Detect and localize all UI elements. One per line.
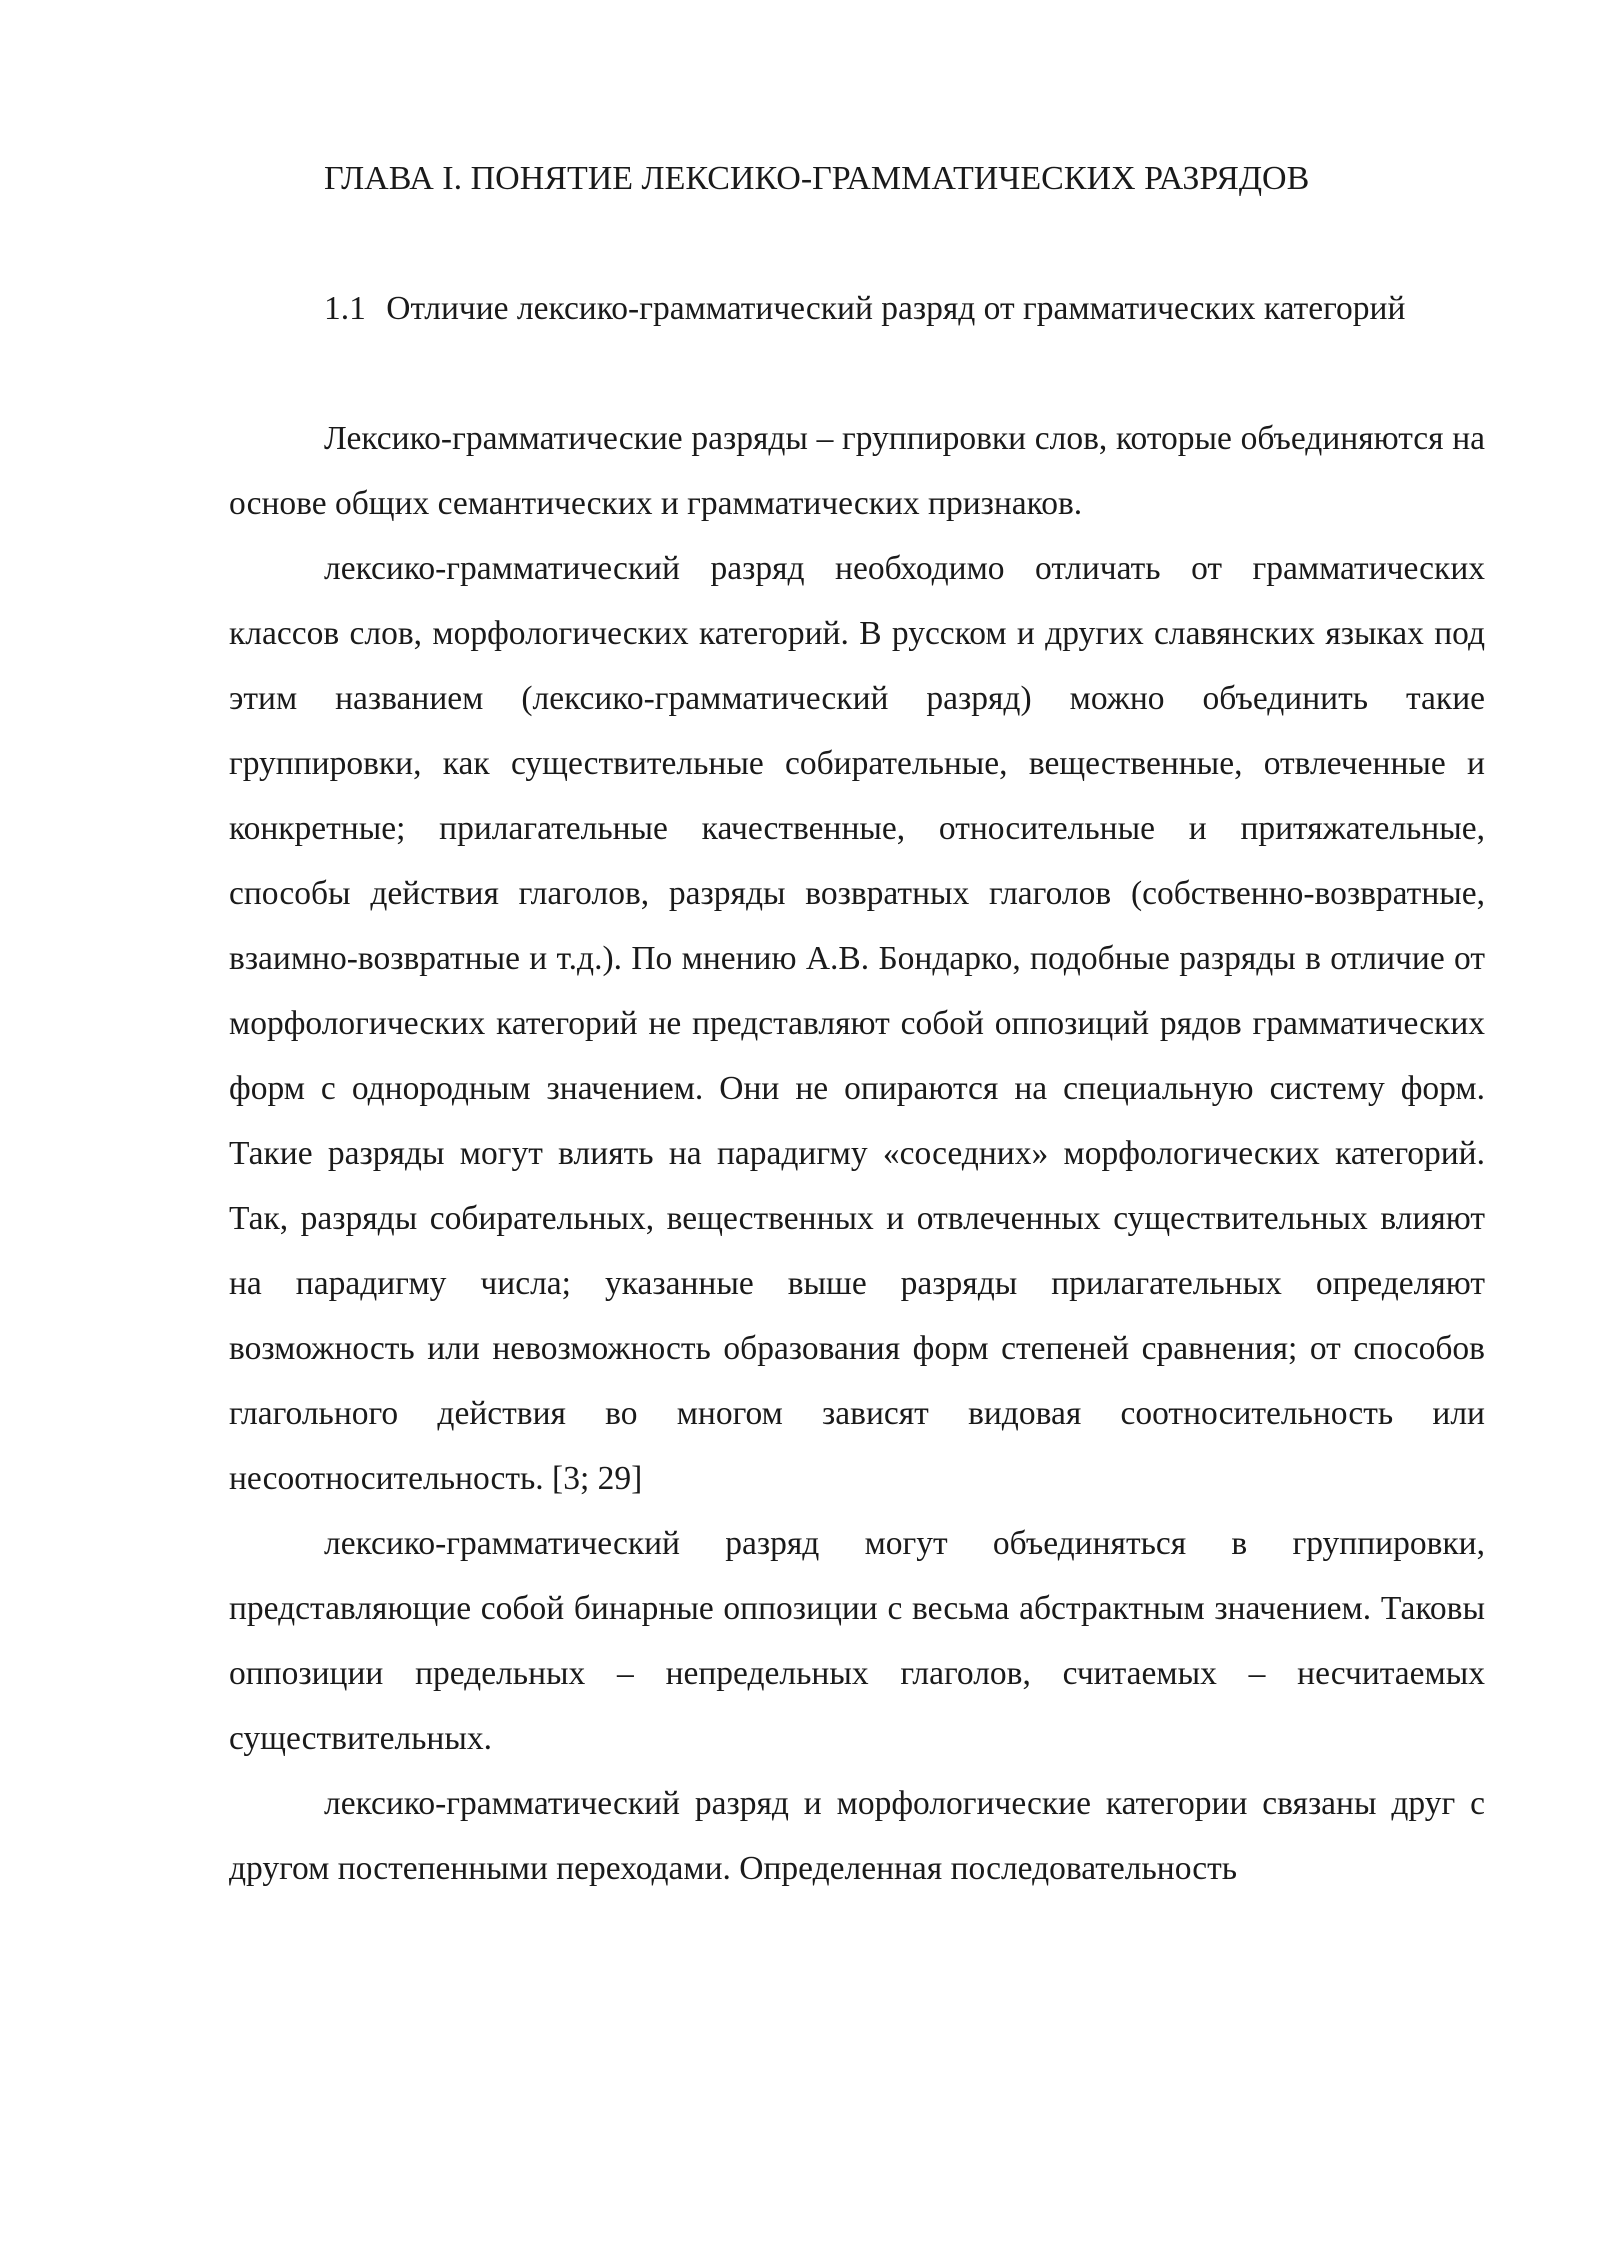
paragraph-definition: Лексико-грамматические разряды – группировки слов, которые объединяются на основе общих семантических и грамматических признаков.	[229, 420, 1485, 522]
body-text	[229, 406, 1485, 1901]
paragraph-distinction: лексико-грамматический разряд необходимо отличать от грамматических классов слов, морфологических категорий. В русском и других славянских языках под этим названием (лексико-грамматический разряд) можно объединить такие группировки, как существительные собирательные, вещественные, отвлеченные и конкретные; прилагательные качественные, относительные и притяжательные, способы действия глаголов, разряды возвратных глаголов (собственно-возвратные, взаимно-возвратные и т.д.). По мнению А.В. Бондарко, подобные разряды в отличие от морфологических категорий не представляют собой оппозиций рядов грамматических форм с однородным значением. Они не опираются на специальную систему форм. Такие разряды могут влиять на парадигму «соседних» морфологических категорий. Так, разряды собирательных, вещественных и отвлеченных существительных влияют на парадигму числа; указанные выше разряды прилагательных определяют возможность или невозможность образования форм степеней сравнения; от способов глагольного действия во многом зависят видовая соотносительность или несоотносительность. [3; 29]	[229, 550, 1485, 1497]
paragraph-oppositions: лексико-грамматический разряд могут объединяться в группировки, представляющие собой бинарные оппозиции с весьма абстрактным значением. Таковы оппозиции предельных – непредельных глаголов, считаемых – несчитаемых существительных.	[229, 1525, 1485, 1757]
section-number: 1.1	[324, 290, 366, 327]
paragraph-transitions: лексико-грамматический разряд и морфологические категории связаны друг с другом постепенными переходами. Определенная последовательность	[229, 1785, 1485, 1887]
section-heading	[229, 276, 1485, 341]
page-content	[229, 146, 1485, 1901]
chapter-title: ГЛАВА I. ПОНЯТИЕ ЛЕКСИКО-ГРАММАТИЧЕСКИХ РАЗРЯДОВ	[324, 160, 1310, 197]
section-title: Отличие лексико-грамматический разряд от грамматических категорий	[386, 290, 1406, 327]
